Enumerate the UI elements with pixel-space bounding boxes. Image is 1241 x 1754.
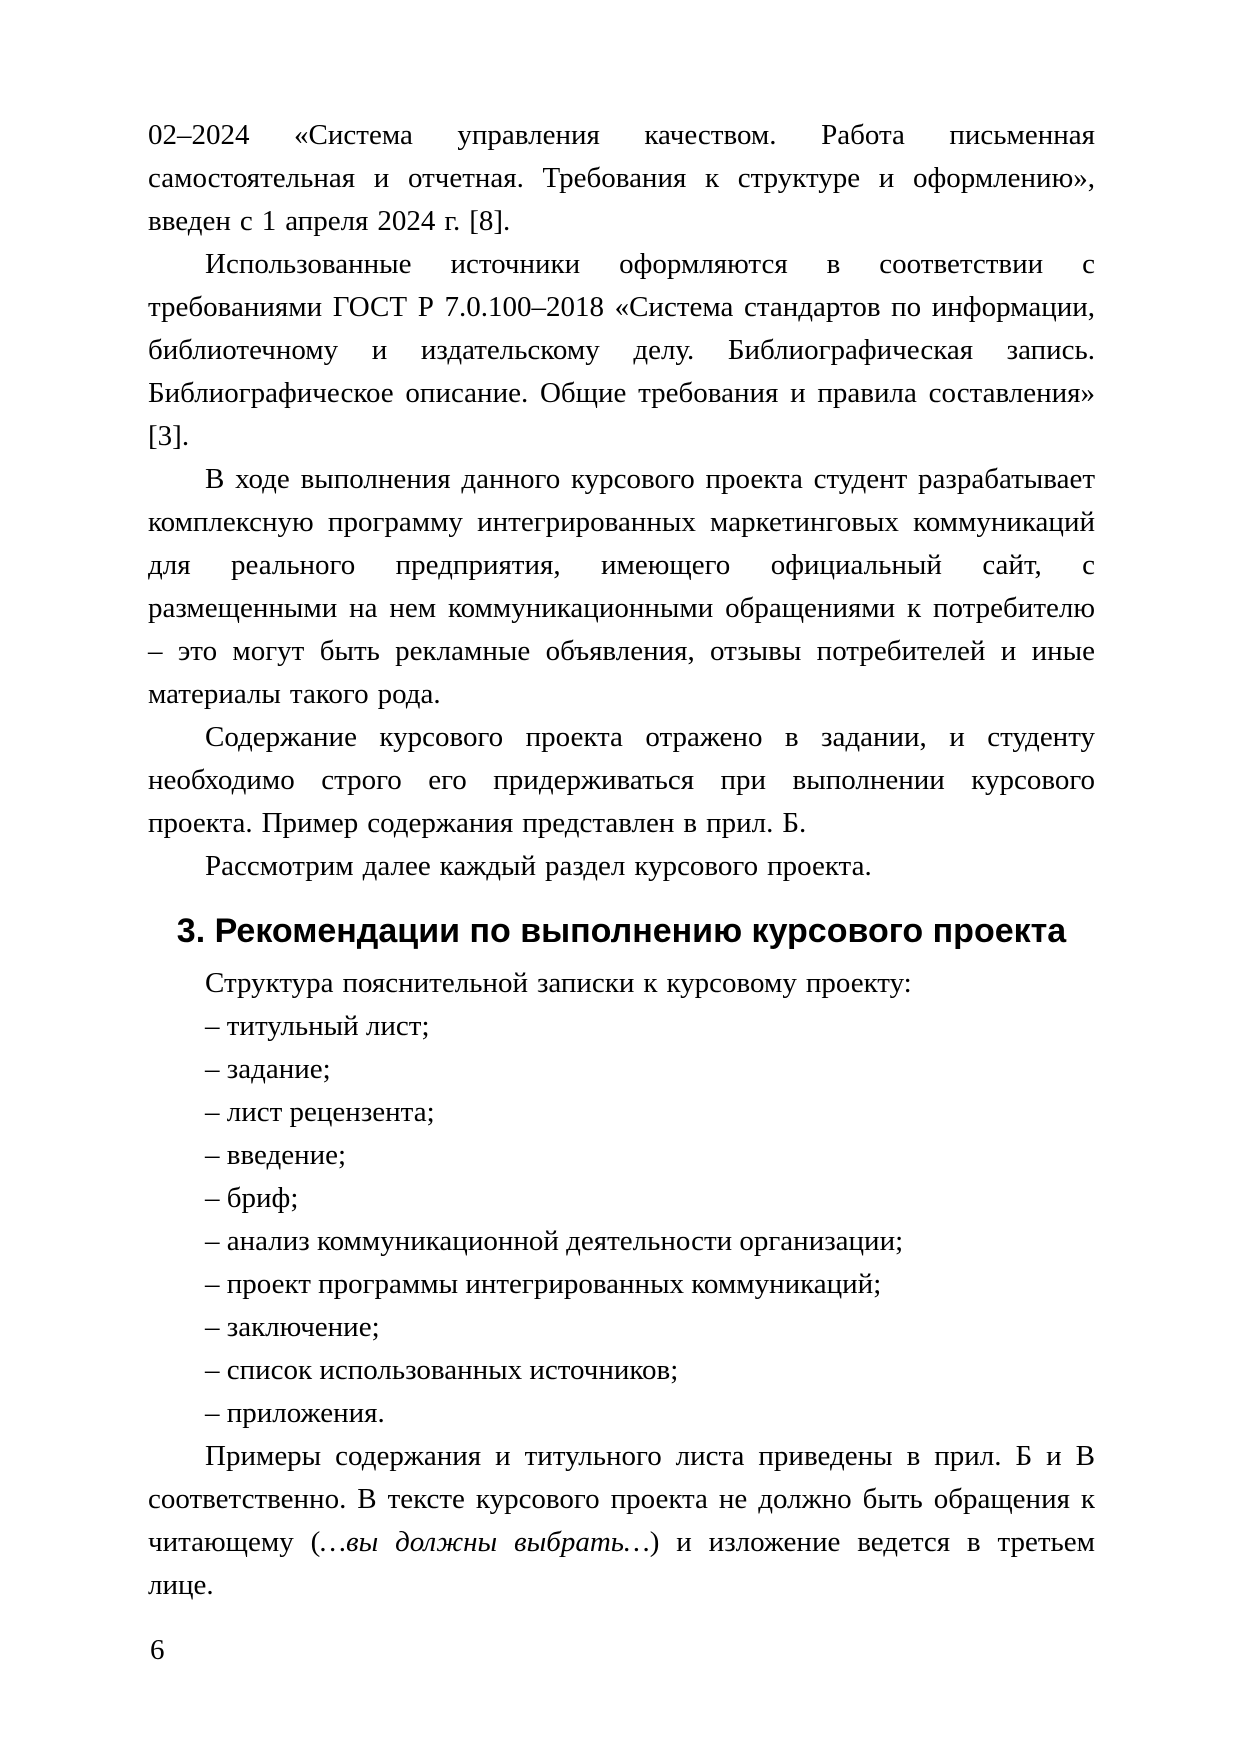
list-intro: Структура пояснительной записки к курсовому проекту:: [205, 967, 912, 999]
page-content: [148, 114, 1095, 1607]
list-item-conclusion: – заключение;: [205, 1311, 380, 1343]
paragraph-sources-requirements: Использованные источники оформляются в соответствии с требованиями ГОСТ Р 7.0.100–2018 «Система стандартов по информации, библиотечному и издательскому делу. Библиографическая запись. Библиографическое описание. Общие требования и правила составления» [3].: [148, 248, 1095, 452]
list-item-program-project: – проект программы интегрированных коммуникаций;: [205, 1268, 882, 1300]
closing-text-before-italic: Примеры содержания и титульного листа приведены в прил. Б и В соответственно. В тексте курсового проекта не должно быть обращения к читающему (: [148, 1440, 1095, 1558]
list-item-appendices: – приложения.: [205, 1397, 385, 1429]
list-item-assignment: – задание;: [205, 1053, 331, 1085]
closing-text-after-italic: ) и изложение ведется в третьем лице.: [148, 1526, 1095, 1601]
paragraph-standard-continuation: 02–2024 «Система управления качеством. Работа письменная самостоятельная и отчетная. Требования к структуре и оформлению», введен с 1 апреля 2024 г. [8].: [148, 119, 1095, 237]
list-item-brief: – бриф;: [205, 1182, 299, 1214]
structure-list: [148, 1005, 1095, 1435]
closing-text-italic: …вы должны выбрать…: [320, 1526, 650, 1558]
list-item-reviewer-sheet: – лист рецензента;: [205, 1096, 435, 1128]
list-item-analysis: – анализ коммуникационной деятельности организации;: [205, 1225, 904, 1257]
list-item-references: – список использованных источников;: [205, 1354, 679, 1386]
list-item-title-page: – титульный лист;: [205, 1010, 430, 1042]
page-number: 6: [150, 1634, 165, 1666]
section-heading: 3. Рекомендации по выполнению курсового проекта: [176, 912, 1067, 950]
list-item-introduction: – введение;: [205, 1139, 347, 1171]
paragraph-closing: [148, 1435, 1095, 1607]
paragraph-transition: Рассмотрим далее каждый раздел курсового проекта.: [205, 850, 872, 882]
paragraph-project-description: В ходе выполнения данного курсового проекта студент разрабатывает комплексную программу интегрированных маркетинговых коммуникаций для реального предприятия, имеющего официальный сайт, с размещенными на нем коммуникационными обращениями к потребителю – это могут быть рекламные объявления, отзывы потребителей и иные материалы такого рода.: [148, 463, 1095, 710]
paragraph-project-contents: Содержание курсового проекта отражено в задании, и студенту необходимо строго его придерживаться при выполнении курсового проекта. Пример содержания представлен в прил. Б.: [148, 721, 1095, 839]
